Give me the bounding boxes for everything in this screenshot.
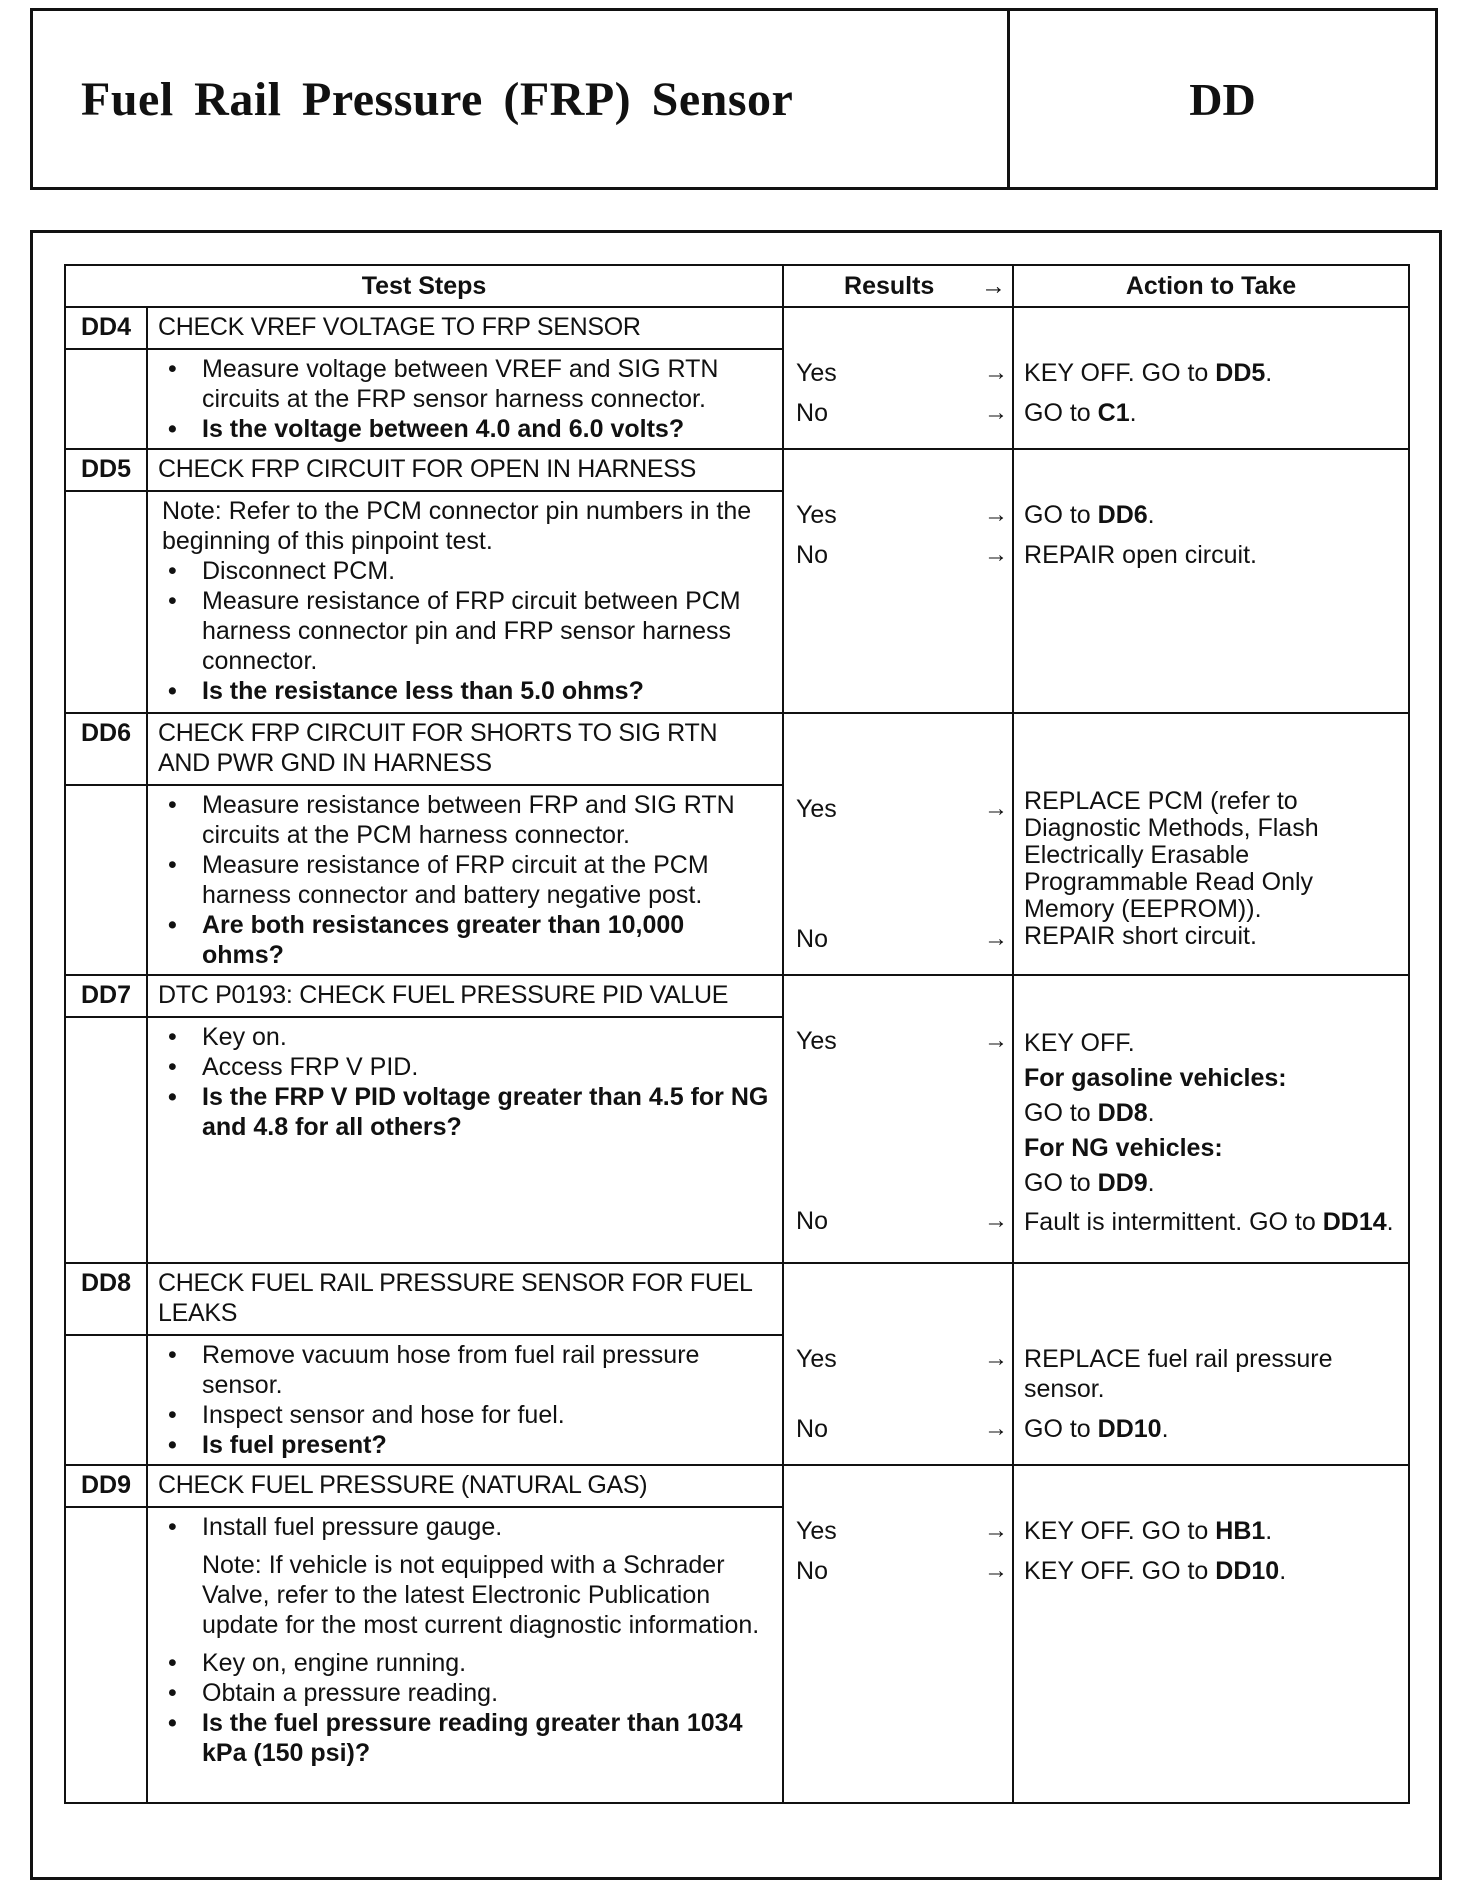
step-row-dd8-title [65, 1263, 1409, 1335]
step-note: Note: If vehicle is not equipped with a Schrader Valve, refer to the latest Electronic Publication update for the most current diagnostic information. [202, 1551, 760, 1639]
results-cell [783, 1263, 1013, 1465]
action-yes: GO to DD6. [1024, 501, 1155, 529]
result-no: No [796, 399, 828, 427]
step-note: Note: Refer to the PCM connector pin numbers in the beginning of this pinpoint test. [162, 497, 752, 555]
step-title: CHECK FUEL RAIL PRESSURE SENSOR FOR FUEL LEAKS [147, 1263, 783, 1335]
results-cell [783, 713, 1013, 975]
step-body [147, 1335, 783, 1465]
action-cell [1013, 449, 1409, 713]
arrow-icon: → [984, 1517, 1009, 1544]
step-body [147, 1507, 783, 1803]
action-no: GO to C1. [1024, 399, 1137, 427]
step-title: CHECK FRP CIRCUIT FOR OPEN IN HARNESS [147, 449, 783, 491]
results-cell [783, 1465, 1013, 1803]
step-bullet: • Measure resistance of FRP circuit at the PCM harness connector and battery negative post. [202, 850, 772, 910]
step-title: CHECK VREF VOLTAGE TO FRP SENSOR [147, 307, 783, 349]
results-cell [783, 307, 1013, 449]
test-steps-table [64, 264, 1410, 1804]
page-header [30, 8, 1438, 190]
action-yes: KEY OFF. GO to HB1. [1024, 1517, 1273, 1545]
result-yes: Yes [796, 1345, 837, 1373]
step-question: • Is the resistance less than 5.0 ohms? [202, 676, 772, 706]
table-header-row [65, 265, 1409, 307]
action-yes-4: For NG vehicles: [1024, 1134, 1223, 1162]
step-row-dd9-title [65, 1465, 1409, 1507]
step-bullet: • Install fuel pressure gauge. [202, 1512, 772, 1542]
results-arrow-icon: → [981, 272, 1007, 300]
arrow-icon: → [984, 795, 1009, 822]
step-id: DD7 [65, 975, 147, 1017]
result-yes: Yes [796, 1517, 837, 1545]
step-body [147, 349, 783, 449]
step-row-dd4-title [65, 307, 1409, 349]
result-yes: Yes [796, 359, 837, 387]
action-yes: REPLACE PCM (refer to Diagnostic Methods, Flash Electrically Erasable Programmable Read Only Memory (EEPROM)). [1024, 787, 1319, 923]
arrow-icon: → [984, 501, 1009, 528]
step-bullet: • Key on, engine running. [202, 1648, 772, 1678]
action-no: REPAIR open circuit. [1024, 541, 1257, 569]
arrow-icon: → [984, 399, 1009, 426]
action-no: Fault is intermittent. GO to DD14. [1024, 1208, 1394, 1236]
step-id: DD8 [65, 1263, 147, 1335]
action-no: GO to DD10. [1024, 1415, 1169, 1443]
results-cell [783, 449, 1013, 713]
arrow-icon: → [984, 1027, 1009, 1054]
step-body [147, 1017, 783, 1263]
action-yes: KEY OFF. GO to DD5. [1024, 359, 1273, 387]
results-label: Results [844, 272, 935, 300]
section-code: DD [1189, 73, 1256, 125]
step-bullet: • Disconnect PCM. [202, 556, 772, 586]
step-id: DD5 [65, 449, 147, 491]
result-no: No [796, 925, 828, 953]
arrow-icon: → [984, 1345, 1009, 1372]
step-row-dd5-title [65, 449, 1409, 491]
step-title: DTC P0193: CHECK FUEL PRESSURE PID VALUE [147, 975, 783, 1017]
action-cell [1013, 1263, 1409, 1465]
step-bullet: • Measure resistance of FRP circuit between PCM harness connector pin and FRP sensor harness connector. [202, 586, 772, 676]
step-bullet: • Inspect sensor and hose for fuel. [202, 1400, 772, 1430]
action-yes-5: GO to DD9. [1024, 1169, 1155, 1197]
action-cell [1013, 975, 1409, 1263]
action-cell [1013, 307, 1409, 449]
result-yes: Yes [796, 501, 837, 529]
action-yes-2: For gasoline vehicles: [1024, 1064, 1287, 1092]
step-row-dd7-title [65, 975, 1409, 1017]
action-yes-1: KEY OFF. [1024, 1029, 1135, 1057]
action-no: REPAIR short circuit. [1024, 922, 1257, 950]
action-no: KEY OFF. GO to DD10. [1024, 1557, 1287, 1585]
page-title: Fuel Rail Pressure (FRP) Sensor [33, 11, 1010, 187]
step-question: • Are both resistances greater than 10,000 ohms? [202, 910, 772, 970]
step-question: • Is the FRP V PID voltage greater than 4.5 for NG and 4.8 for all others? [202, 1082, 772, 1142]
col-header-test-steps: Test Steps [65, 265, 783, 307]
arrow-icon: → [984, 359, 1009, 386]
step-question: • Is the fuel pressure reading greater than 1034 kPa (150 psi)? [202, 1708, 772, 1768]
result-no: No [796, 1415, 828, 1443]
step-bullet: • Remove vacuum hose from fuel rail pressure sensor. [202, 1340, 772, 1400]
results-cell [783, 975, 1013, 1263]
arrow-icon: → [984, 925, 1009, 952]
col-header-action: Action to Take [1013, 265, 1409, 307]
step-bullet: • Measure voltage between VREF and SIG RTN circuits at the FRP sensor harness connector. [202, 354, 772, 414]
result-no: No [796, 1207, 828, 1235]
result-no: No [796, 541, 828, 569]
arrow-icon: → [984, 1557, 1009, 1584]
arrow-icon: → [984, 541, 1009, 568]
action-yes-3: GO to DD8. [1024, 1099, 1155, 1127]
step-id: DD4 [65, 307, 147, 349]
step-body [147, 491, 783, 713]
action-cell [1013, 713, 1409, 975]
step-question: • Is the voltage between 4.0 and 6.0 volts? [202, 414, 772, 444]
result-yes: Yes [796, 795, 837, 823]
step-question: • Is fuel present? [202, 1430, 772, 1460]
step-bullet: • Obtain a pressure reading. [202, 1678, 772, 1708]
result-yes: Yes [796, 1027, 837, 1055]
arrow-icon: → [984, 1207, 1009, 1234]
step-bullet: • Key on. [202, 1022, 772, 1052]
arrow-icon: → [984, 1415, 1009, 1442]
step-bullet: • Access FRP V PID. [202, 1052, 772, 1082]
step-title: CHECK FUEL PRESSURE (NATURAL GAS) [147, 1465, 783, 1507]
step-title: CHECK FRP CIRCUIT FOR SHORTS TO SIG RTN AND PWR GND IN HARNESS [147, 713, 783, 785]
step-body [147, 785, 783, 975]
action-yes: REPLACE fuel rail pressure sensor. [1024, 1345, 1333, 1403]
col-header-results [783, 265, 1013, 307]
step-id: DD6 [65, 713, 147, 785]
step-bullet: • Measure resistance between FRP and SIG RTN circuits at the PCM harness connector. [202, 790, 772, 850]
result-no: No [796, 1557, 828, 1585]
step-id: DD9 [65, 1465, 147, 1507]
action-cell [1013, 1465, 1409, 1803]
step-row-dd6-title [65, 713, 1409, 785]
